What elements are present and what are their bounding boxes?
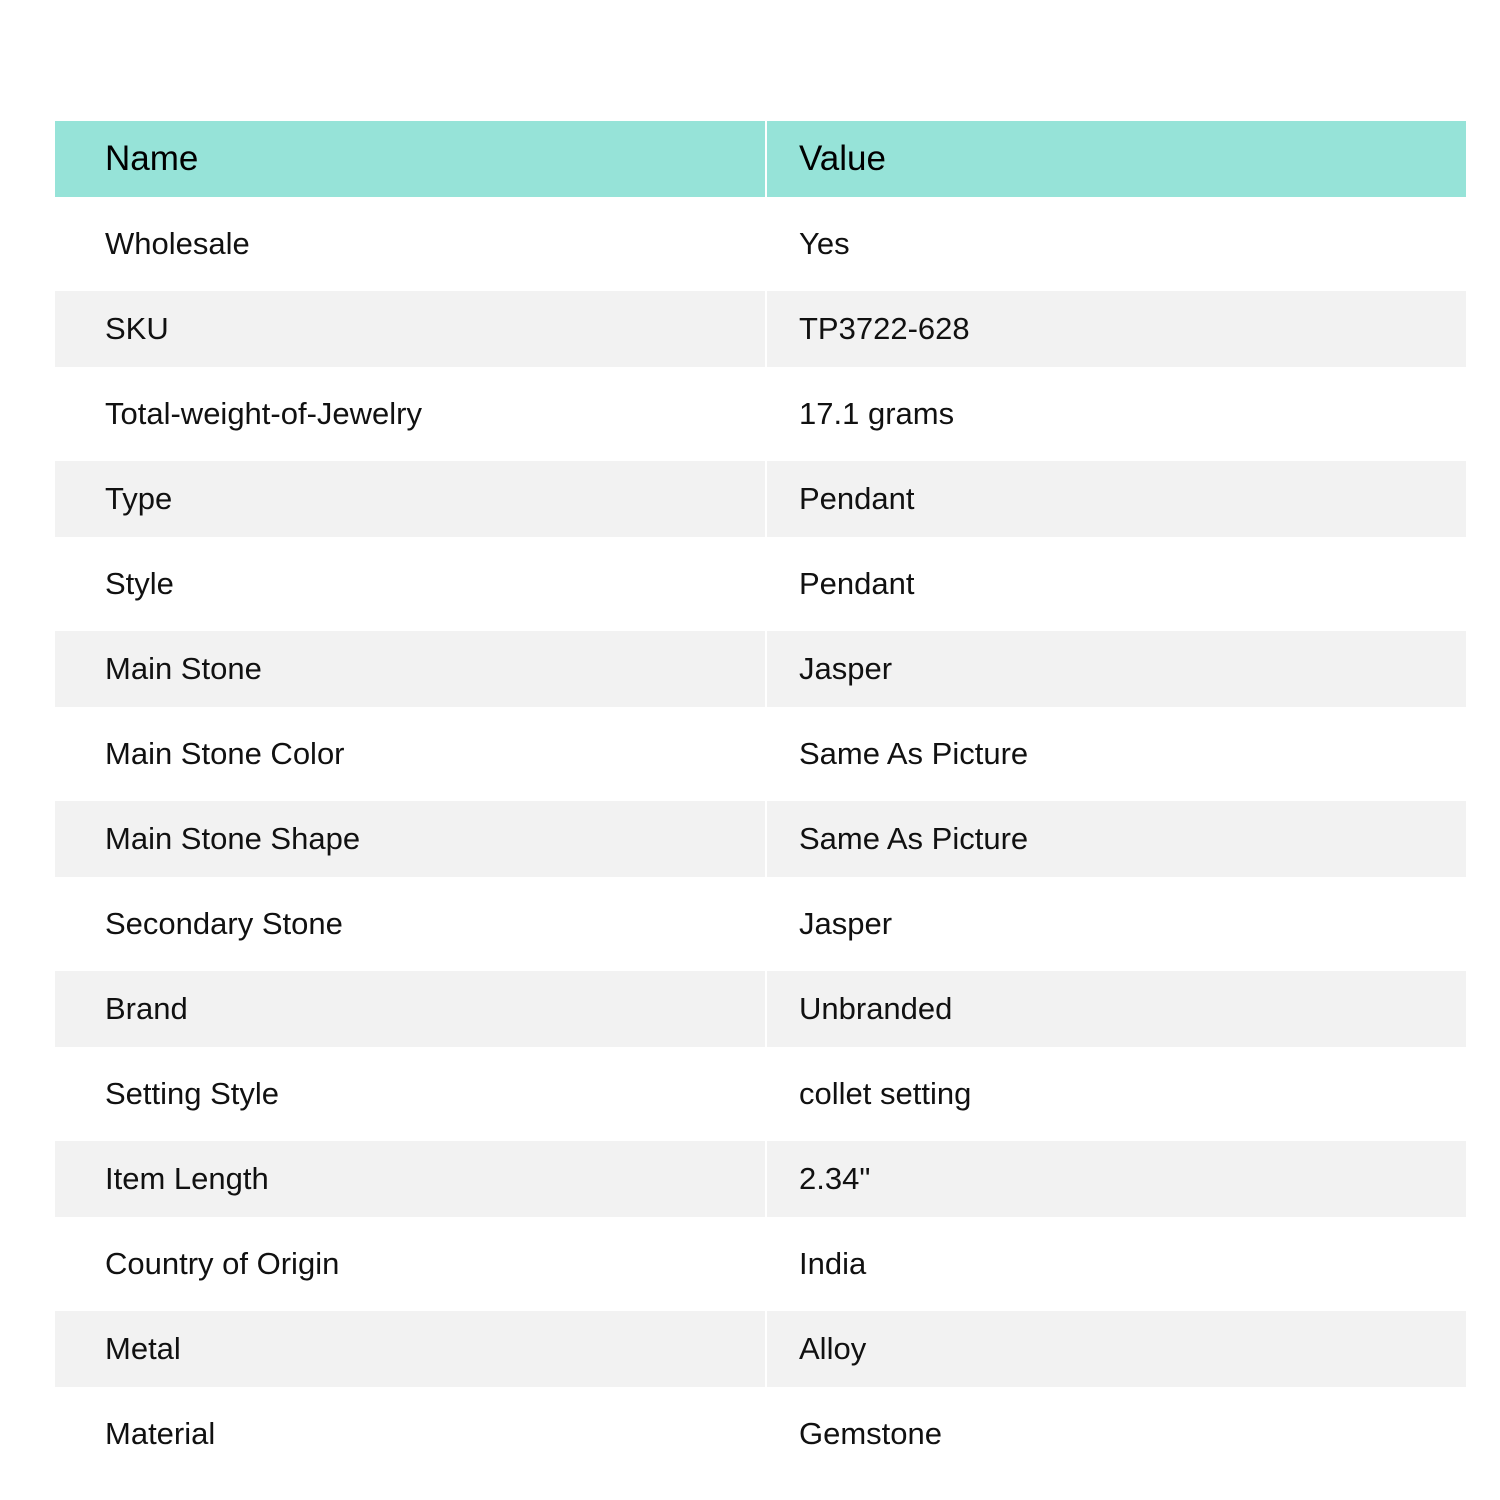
table-row — [55, 1311, 1466, 1387]
row-value: collet setting — [766, 1047, 1466, 1141]
row-name: Main Stone — [55, 631, 766, 707]
row-value: Gemstone — [766, 1387, 1466, 1481]
row-name: Style — [55, 537, 766, 631]
row-value: Same As Picture — [766, 801, 1466, 877]
table-row — [55, 291, 1466, 367]
row-value: Pendant — [766, 461, 1466, 537]
table-row — [55, 877, 1466, 971]
table-row — [55, 197, 1466, 291]
table-row — [55, 367, 1466, 461]
row-value: Yes — [766, 197, 1466, 291]
row-value: TP3722-628 — [766, 291, 1466, 367]
header-row — [55, 121, 1466, 197]
row-value: Pendant — [766, 537, 1466, 631]
specifications-table — [55, 121, 1466, 1481]
row-name: Total-weight-of-Jewelry — [55, 367, 766, 461]
table-row — [55, 1047, 1466, 1141]
table-body — [55, 197, 1466, 1481]
value-column-header: Value — [766, 121, 1466, 197]
row-value: India — [766, 1217, 1466, 1311]
row-value: Alloy — [766, 1311, 1466, 1387]
table-row — [55, 707, 1466, 801]
row-name: Brand — [55, 971, 766, 1047]
table-row — [55, 801, 1466, 877]
table-row — [55, 461, 1466, 537]
row-value: Unbranded — [766, 971, 1466, 1047]
row-name: Metal — [55, 1311, 766, 1387]
row-name: Type — [55, 461, 766, 537]
row-name: Material — [55, 1387, 766, 1481]
table-row — [55, 631, 1466, 707]
row-value: Jasper — [766, 631, 1466, 707]
row-name: Wholesale — [55, 197, 766, 291]
row-value: 2.34" — [766, 1141, 1466, 1217]
row-name: Item Length — [55, 1141, 766, 1217]
row-value: 17.1 grams — [766, 367, 1466, 461]
row-value: Jasper — [766, 877, 1466, 971]
row-name: Main Stone Shape — [55, 801, 766, 877]
table-row — [55, 1387, 1466, 1481]
name-column-header: Name — [55, 121, 766, 197]
row-name: Country of Origin — [55, 1217, 766, 1311]
table-row — [55, 1217, 1466, 1311]
row-name: Main Stone Color — [55, 707, 766, 801]
row-value: Same As Picture — [766, 707, 1466, 801]
table-header — [55, 121, 1466, 197]
row-name: Setting Style — [55, 1047, 766, 1141]
table-row — [55, 1141, 1466, 1217]
row-name: SKU — [55, 291, 766, 367]
row-name: Secondary Stone — [55, 877, 766, 971]
table-row — [55, 971, 1466, 1047]
table-row — [55, 537, 1466, 631]
